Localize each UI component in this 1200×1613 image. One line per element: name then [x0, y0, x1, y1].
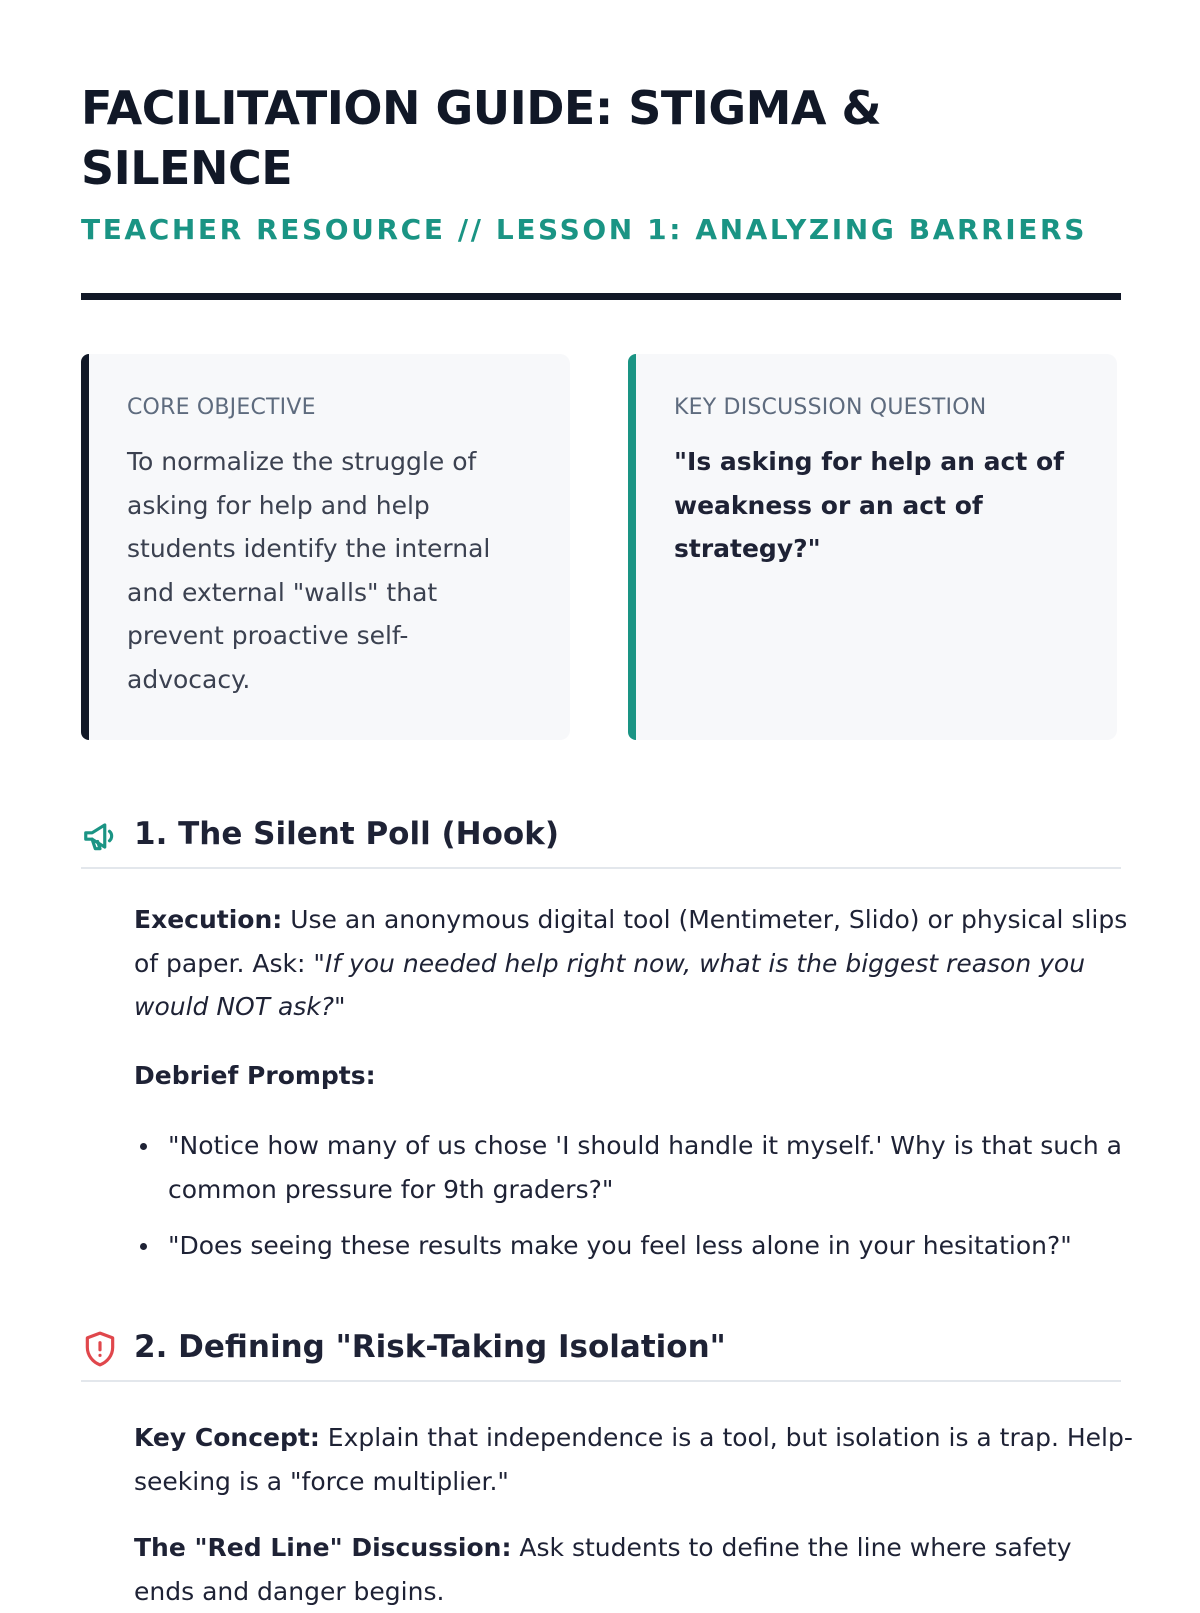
execution-paragraph — [134, 898, 1134, 1029]
execution-label: Execution: — [134, 905, 283, 934]
section-title: 1. The Silent Poll (Hook) — [134, 816, 560, 852]
key-concept-text: Explain that independence is a tool, but isolation is a trap. Help-seeking is a "force multiplier." — [134, 1423, 1133, 1496]
red-line-text: Ask students to define the line where safety ends and danger begins. — [134, 1533, 1072, 1606]
key-concept-label: Key Concept: — [134, 1423, 320, 1452]
key-concept-paragraph — [134, 1416, 1134, 1503]
debrief-prompts-label: Debrief Prompts: — [134, 1061, 376, 1090]
execution-text: Use an anonymous digital tool (Mentimeter, Slido) or physical slips of paper. Ask: — [134, 905, 1128, 978]
core-objective-text: To normalize the struggle of asking for help and help students identify the internal and external "walls" that prevent proactive self-advocacy. — [127, 447, 491, 694]
shield-alert-icon — [81, 1330, 119, 1368]
debrief-prompts-list — [134, 1124, 1134, 1281]
list-item: "Does seeing these results make you feel less alone in your hesitation?" — [134, 1224, 1134, 1268]
header-divider — [81, 293, 1121, 300]
page-title-line-2: SILENCE — [81, 141, 293, 195]
section-heading-silent-poll — [81, 809, 1121, 869]
key-discussion-question-text: "Is asking for help an act of weakness or an act of strategy?" — [674, 447, 1065, 563]
execution-quote: "If you needed help right now, what is the biggest reason you would NOT ask?" — [134, 948, 1086, 1021]
section-heading-risk-taking-isolation — [81, 1322, 1121, 1382]
red-line-label: The "Red Line" Discussion: — [134, 1533, 512, 1562]
key-discussion-question-card — [628, 354, 1117, 740]
core-objective-card — [81, 354, 570, 740]
page-title — [81, 78, 1081, 198]
key-discussion-question-label: KEY DISCUSSION QUESTION — [674, 395, 987, 420]
list-item: "Notice how many of us chose 'I should handle it myself.' Why is that such a common pressure for 9th graders?" — [134, 1124, 1134, 1211]
page-subtitle: TEACHER RESOURCE // LESSON 1: ANALYZING BARRIERS — [81, 213, 1087, 246]
core-objective-label: CORE OBJECTIVE — [127, 395, 316, 420]
page-title-line-1: FACILITATION GUIDE: STIGMA & — [81, 81, 882, 135]
megaphone-icon — [81, 817, 119, 855]
section-title: 2. Defining "Risk-Taking Isolation" — [134, 1329, 726, 1365]
